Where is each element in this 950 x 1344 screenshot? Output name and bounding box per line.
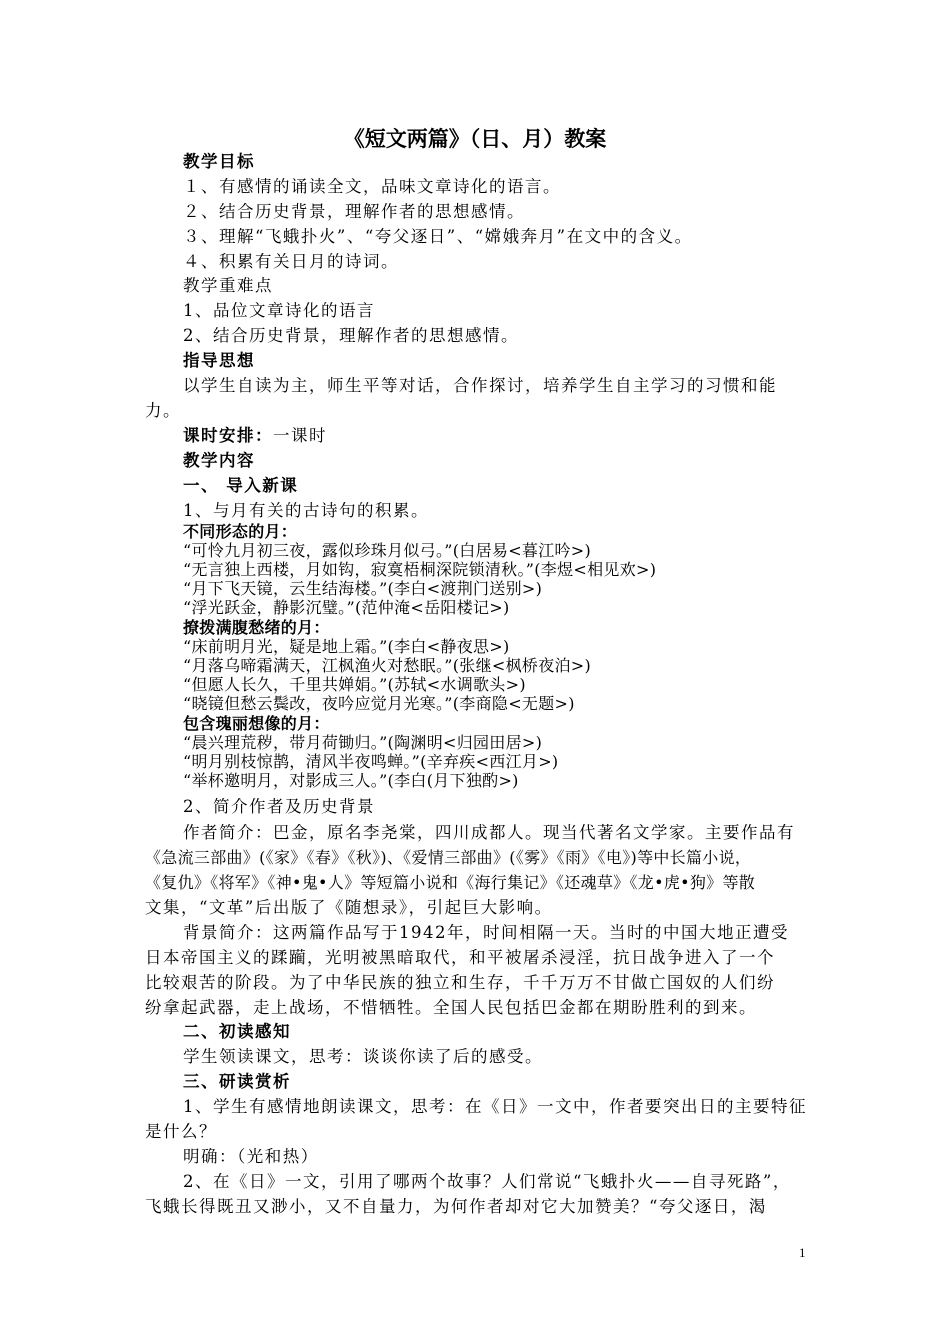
poem-line: “晓镜但愁云鬓改，夜吟应觉月光寒。”(李商隐<无题>): [183, 694, 575, 713]
poem-group-heading: 撩拨满腹愁绪的月：: [183, 618, 330, 637]
poem-line: “无言独上西楼，月如钩，寂寞梧桐深院锁清秋。”(李煜<相见欢>): [183, 560, 657, 579]
goal-item: ３、理解“飞蛾扑火”、“夸父逐日”、“嫦娥奔月”在文中的含义。: [183, 227, 693, 246]
background-intro: 背景简介：这两篇作品写于1942年，时间相隔一天。当时的中国大地正遭受: [183, 923, 789, 942]
goals-heading: 教学目标: [183, 152, 255, 171]
poem-line: “浮光跃金，静影沉璧。”(范仲淹<岳阳楼记>): [183, 598, 510, 617]
poem-line: “床前明月光，疑是地上霜。”(李白<静夜思>): [183, 637, 510, 656]
goal-item: ４、积累有关日月的诗词。: [183, 252, 399, 271]
poem-line: “月下飞天镜，云生结海楼。”(李白<渡荆门送别>): [183, 579, 543, 598]
answer-text: 明确：（光和热）: [183, 1147, 319, 1166]
section-heading: 三、研读赏析: [183, 1072, 291, 1091]
poem-line: “明月别枝惊鹊，清风半夜鸣蝉。”(辛弃疾<西江月>): [183, 752, 559, 771]
question-text: 1、学生有感情地朗读课文，思考：在《日》一文中，作者要突出日的主要特征: [183, 1097, 807, 1116]
guide-text: 以学生自读为主，师生平等对话，合作探讨，培养学生自主学习的习惯和能: [183, 376, 777, 395]
key-point-item: 2、结合历史背景，理解作者的思想感情。: [183, 326, 519, 345]
goal-item: １、有感情的诵读全文，品味文章诗化的语言。: [183, 177, 561, 196]
background-intro: 比较艰苦的阶段。为了中华民族的独立和生存，千千万万不甘做亡国奴的人们纷: [145, 973, 775, 992]
poem-line: “但愿人长久，千里共婵娟。”(苏轼<水调歌头>): [183, 675, 526, 694]
section-item: 1、与月有关的古诗句的积累。: [183, 501, 429, 520]
key-points-heading: 教学重难点: [183, 276, 273, 295]
poem-line: “月落乌啼霜满天，江枫渔火对愁眠。”(张继<枫桥夜泊>): [183, 656, 592, 675]
schedule-value: 一课时: [273, 426, 327, 445]
background-intro: 纷拿起武器，走上战场，不惜牺牲。全国人民包括巴金都在期盼胜利的到来。: [145, 998, 757, 1017]
author-intro: 作者简介：巴金，原名李尧棠，四川成都人。现当代著名文学家。主要作品有: [183, 823, 795, 842]
section-heading: 二、初读感知: [183, 1022, 291, 1041]
page-number: 1: [799, 1245, 806, 1260]
author-intro: 《急流三部曲》(《家》《春》《秋》)、《爱情三部曲》(《雾》《雨》《电》)等中长篇小说，: [145, 848, 752, 867]
poem-group-heading: 包含瑰丽想像的月：: [183, 714, 330, 733]
background-intro: 日本帝国主义的蹂躏，光明被黑暗取代，和平被屠杀浸淫，抗日战争进入了一个: [145, 948, 775, 967]
guide-text: 力。: [145, 401, 181, 420]
section-heading: 一、 导入新课: [183, 476, 299, 495]
question-text: 飞蛾长得既丑又渺小，又不自量力，为何作者却对它大加赞美？“夸父逐日，渴: [145, 1197, 767, 1216]
poem-line: “可怜九月初三夜，露似珍珠月似弓。”(白居易<暮江吟>): [183, 541, 592, 560]
poem-line: “晨兴理荒秽，带月荷锄归。”(陶渊明<归园田居>): [183, 733, 543, 752]
section-text: 学生领读课文，思考：谈谈你读了后的感受。: [183, 1047, 543, 1066]
key-point-item: 1、品位文章诗化的语言: [183, 301, 375, 320]
goal-item: ２、结合历史背景，理解作者的思想感情。: [183, 202, 525, 221]
schedule-line: [183, 428, 327, 445]
schedule-label: 课时安排：: [183, 426, 273, 445]
author-intro: 文集，“文革”后出版了《随想录》，引起巨大影响。: [145, 898, 553, 917]
guide-heading: 指导思想: [183, 351, 255, 370]
question-text: 2、在《日》一文，引用了哪两个故事？人们常说“飞蛾扑火——自寻死路”，: [183, 1172, 791, 1191]
poem-line: “举杯邀明月，对影成三人。”(李白(月下独酌>): [183, 771, 519, 790]
question-text: 是什么？: [145, 1122, 217, 1141]
section-item: 2、简介作者及历史背景: [183, 797, 375, 816]
author-intro: 《复仇》《将军》《神•鬼•人》等短篇小说和《海行集记》《还魂草》《龙•虎•狗》等散: [145, 873, 756, 892]
poem-group-heading: 不同形态的月：: [183, 522, 298, 541]
page-title: 《短文两篇》（日、月）教案: [343, 126, 607, 151]
content-heading: 教学内容: [183, 451, 255, 470]
